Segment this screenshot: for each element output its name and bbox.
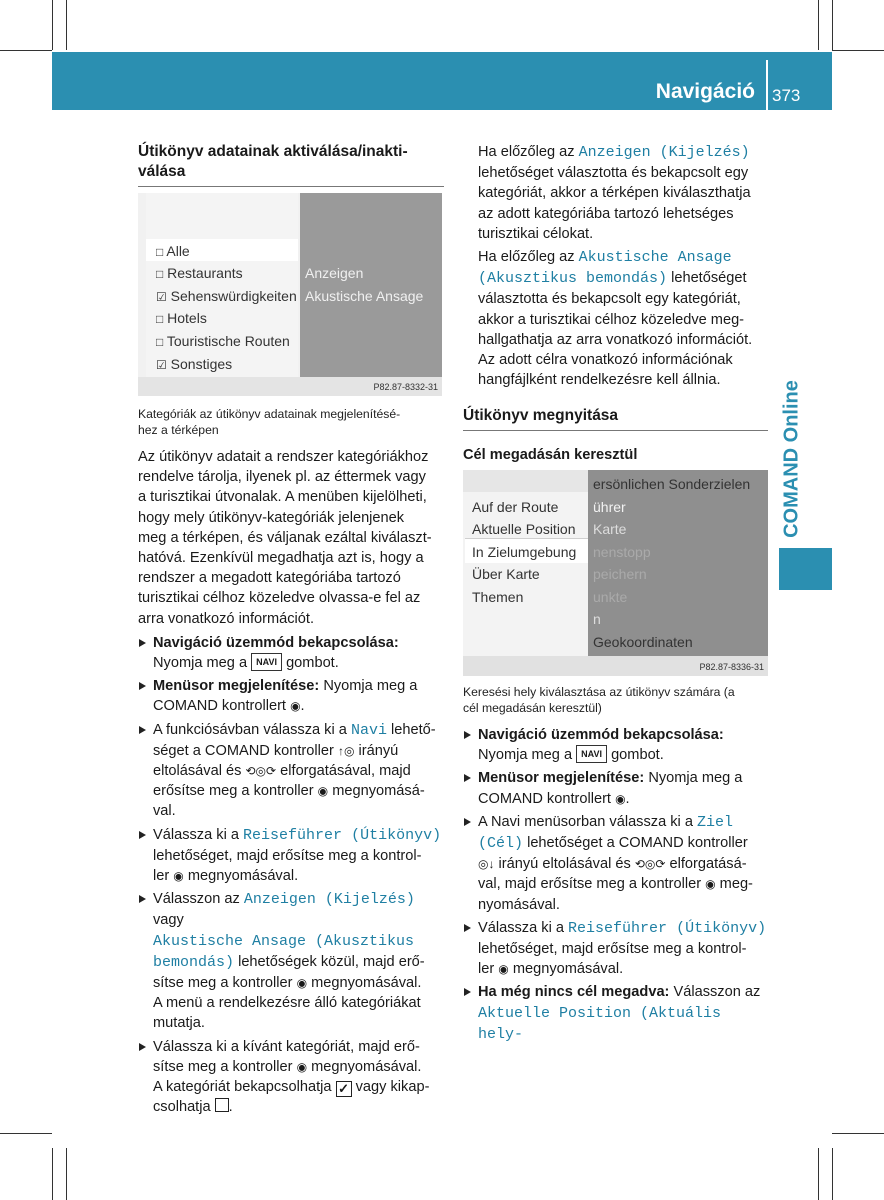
- step-item: Válassza ki a Reiseführer (Útikönyv) lehetőséget, majd erősítse meg a kontrol- ler ◉ megnyomásával.: [138, 825, 444, 887]
- right-heading-block: [463, 406, 768, 465]
- step-item: Válassza ki a kívánt kategóriát, majd erő- sítse meg a kontroller ◉ megnyomásával. A kategóriát bekapcsolhatja ✓ vagy kikap- csolhatja .: [138, 1037, 444, 1118]
- controller-rotate-icon: ⟲◎⟳: [634, 857, 666, 872]
- controller-press-icon: ◉: [290, 699, 301, 714]
- list-item[interactable]: □ Alle: [156, 243, 190, 259]
- figure-ref: P82.87-8332-31: [373, 382, 438, 392]
- controller-slide-down-icon: ◎↓: [478, 857, 495, 872]
- crop-mark: [52, 0, 53, 50]
- step-item: Válasszon az Anzeigen (Kijelzés) vagy Akustische Ansage (Akusztikus bemondás) lehetőségek közül, majd erő- sítse meg a kontroller ◉ megnyomásával. A menü a rendelkezésre álló kategóriákat mutatja.: [138, 889, 444, 1033]
- controller-press-icon: ◉: [317, 784, 329, 799]
- crop-mark: [832, 50, 884, 51]
- crop-mark: [66, 1148, 67, 1200]
- controller-press-icon: ◉: [296, 976, 308, 991]
- crop-mark: [0, 50, 52, 51]
- submenu-item[interactable]: ührer: [593, 499, 626, 515]
- controller-rotate-icon: ⟲◎⟳: [245, 764, 277, 779]
- paragraph: Ha előzőleg az Anzeigen (Kijelzés) lehetőséget választotta és bekapcsolt egy kategóriát, akkor a térképen kiválaszthatja az adott kategóriába tartozó lehetséges turisztikai célokat.: [478, 144, 751, 242]
- submenu-item[interactable]: Karte: [593, 521, 627, 537]
- controller-press-icon: ◉: [498, 962, 509, 977]
- controller-press-icon: ◉: [296, 1059, 308, 1074]
- intro-paragraph: Az útikönyv adatait a rendszer kategóriákhoz rendelve tárolja, ilyenek pl. az éttermek vagy a turisztikai útvonalak. A menüben kijelölheti, hogy mely útikönyv-kategóriák jelenjenek meg a térképen, és váljanak ezáltal kiválaszt- hatóvá. Ezenkívül megadhatja azt is, hogy a rendszer a megadott kategóriába tartozó turisztikai célhoz közeledve olvassa-e fel az arra vonatkozó információt.: [138, 449, 432, 627]
- controller-press-icon: ◉: [173, 869, 184, 884]
- section-heading: Útikönyv megnyitása: [463, 407, 619, 424]
- figure-caption: Keresési hely kiválasztása az útikönyv számára (a cél megadásán keresztül): [463, 685, 735, 715]
- step-item: A Navi menüsorban válassza ki a Ziel (Cél) lehetőséget a COMAND kontroller ◎↓ irányú eltolásával és ⟲◎⟳ elforgatásá- val, majd erősítse meg a kontroller ◉ meg- nyomásával.: [463, 812, 773, 915]
- menu-item[interactable]: Aktuelle Position: [472, 521, 576, 537]
- right-body: [463, 684, 773, 1048]
- checkbox-checked-icon: ✓: [336, 1081, 352, 1097]
- side-tab-marker: [779, 548, 832, 590]
- subheading: Cél megadásán keresztül: [463, 447, 638, 463]
- submenu-item[interactable]: unkte: [593, 589, 628, 605]
- figure-ref: P82.87-8336-31: [699, 662, 764, 672]
- controller-slide-up-icon: ↑◎: [337, 743, 355, 758]
- menu-item-anzeigen[interactable]: Anzeigen: [305, 265, 364, 281]
- list-item[interactable]: ☑ Sehenswürdigkeiten: [156, 288, 297, 304]
- controller-press-icon: ◉: [705, 877, 716, 892]
- step-item: Navigáció üzemmód bekapcsolása: Nyomja meg a NAVI gombot.: [463, 725, 773, 765]
- heading-rule: [463, 430, 768, 431]
- step-item: Menüsor megjelenítése: Nyomja meg a COMAND kontrollert ◉.: [463, 768, 773, 808]
- list-item[interactable]: □ Hotels: [156, 310, 207, 326]
- step-item: Válassza ki a Reiseführer (Útikönyv) lehetőséget, majd erősítse meg a kontrol- ler ◉ megnyomásával.: [463, 918, 773, 980]
- step-item: Navigáció üzemmód bekapcsolása: Nyomja meg a NAVI gombot.: [138, 633, 444, 673]
- side-section-label: COMAND Online: [780, 380, 803, 538]
- menu-item[interactable]: Themen: [472, 589, 524, 605]
- section-heading: Útikönyv adatainak aktiválása/inakti- válása: [138, 143, 408, 180]
- crop-mark: [832, 0, 833, 50]
- menu-item[interactable]: Über Karte: [472, 566, 540, 582]
- submenu-item[interactable]: nenstopp: [593, 544, 651, 560]
- navi-key-icon: NAVI: [576, 745, 607, 763]
- menu-item[interactable]: In Zielumgebung: [472, 544, 577, 560]
- controller-press-icon: ◉: [615, 791, 626, 806]
- right-top: [478, 142, 770, 390]
- crop-mark: [52, 1148, 53, 1200]
- crop-mark: [818, 0, 819, 50]
- submenu-item[interactable]: n: [593, 611, 601, 627]
- navi-key-icon: NAVI: [251, 653, 282, 671]
- submenu-item[interactable]: peichern: [593, 566, 647, 582]
- left-body: [138, 406, 444, 1121]
- list-item[interactable]: □ Touristische Routen: [156, 333, 290, 349]
- screen-right-panel: [588, 470, 768, 656]
- screen-right-panel: [300, 193, 442, 377]
- page-number: 373: [772, 86, 801, 105]
- menu-item-akustische-ansage[interactable]: Akustische Ansage: [305, 288, 424, 304]
- crop-mark: [832, 1133, 884, 1134]
- crop-mark: [818, 1148, 819, 1200]
- screen-left-panel: [146, 193, 298, 377]
- submenu-item[interactable]: Geokoordinaten: [593, 634, 693, 650]
- header-divider: [766, 60, 768, 110]
- crop-mark: [0, 1133, 52, 1134]
- heading-rule: [138, 186, 444, 187]
- list-item[interactable]: ☑ Sonstiges: [156, 356, 233, 372]
- crop-mark: [832, 1148, 833, 1200]
- step-item: Ha még nincs cél megadva: Válasszon az Aktuelle Position (Aktuális hely-: [463, 982, 773, 1045]
- crop-mark: [66, 0, 67, 50]
- left-column: [138, 142, 444, 199]
- step-item: Menüsor megjelenítése: Nyomja meg a COMAND kontrollert ◉.: [138, 676, 444, 716]
- submenu-item[interactable]: ersönlichen Sonderzielen: [593, 476, 751, 492]
- paragraph: Ha előzőleg az Akustische Ansage (Akusztikus bemondás) lehetőséget választotta és bekapcsolt egy kategóriát, akkor a turisztikai célhoz közeledve meg- hallgathatja az arra vonatkozó információt. Az adott célra vonatkozó információnak hangfájlként rendelkezésre kell állnia.: [478, 249, 753, 389]
- list-item[interactable]: □ Restaurants: [156, 265, 243, 281]
- menu-item[interactable]: Auf der Route: [472, 499, 559, 515]
- figure-caption: Kategóriák az útikönyv adatainak megjelenítésé- hez a térképen: [138, 407, 401, 437]
- step-item: A funkciósávban válassza ki a Navi lehető- séget a COMAND kontroller ↑◎ irányú eltolásával és ⟲◎⟳ elforgatásával, majd erősítse meg a kontroller ◉ megnyomásá- val.: [138, 720, 444, 822]
- checkbox-empty-icon: [215, 1098, 229, 1112]
- page-title: Navigáció: [655, 80, 755, 103]
